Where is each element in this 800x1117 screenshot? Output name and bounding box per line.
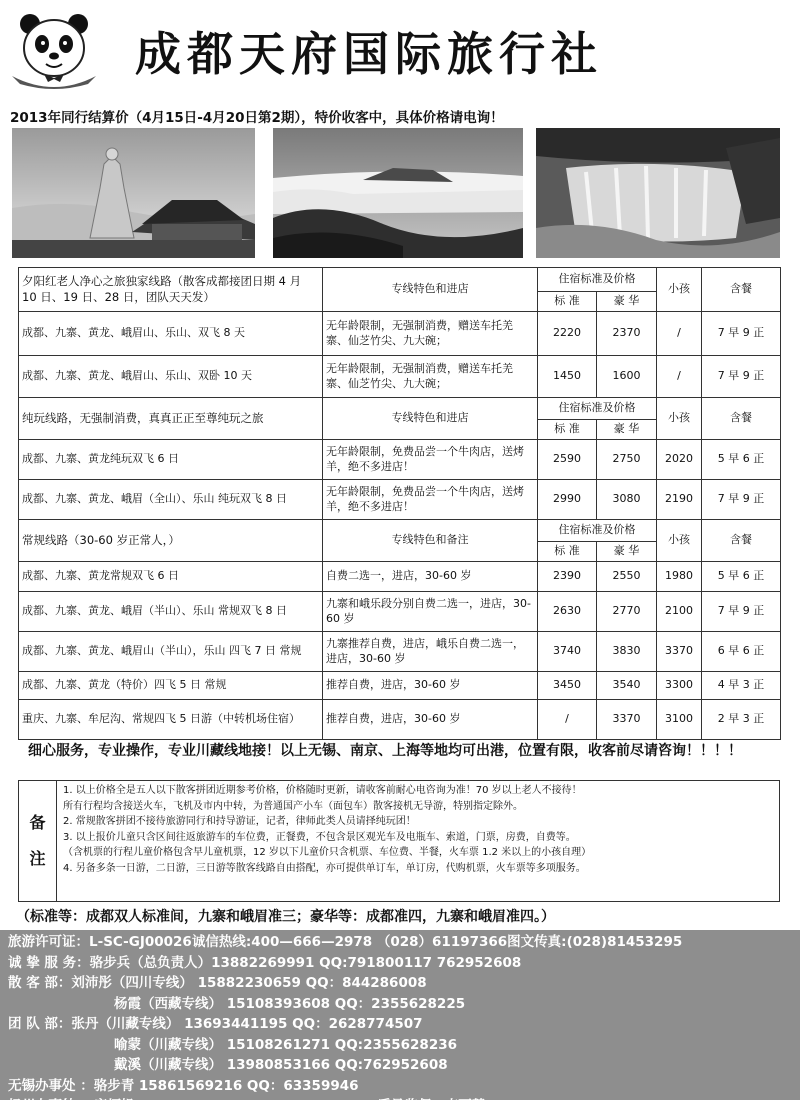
route-name: 成都、九寨、黄龙、峨眉（全山）、乐山 纯玩双飞 8 日	[19, 480, 323, 520]
hotel-grade-note: （标准等：成都双人标准间，九寨和峨眉准三；豪华等：成都准四，九寨和峨眉准四。）	[16, 909, 555, 925]
section-regular-title: 常规线路（30-60 岁正常人，）	[19, 520, 323, 562]
meals: 7 早 9 正	[702, 480, 781, 520]
notes-box	[18, 780, 780, 902]
route-name: 成都、九寨、黄龙（特价）四飞 5 日 常规	[19, 672, 323, 700]
price-deluxe: 3540	[597, 672, 657, 700]
header-child: 小孩	[657, 268, 702, 312]
price-period-subtitle: 2013年同行结算价（4月15日-4月20日第2期），特价收客中，具体价格请电询！	[10, 110, 504, 126]
table-row	[19, 632, 781, 672]
table-row	[19, 562, 781, 592]
table-row	[19, 312, 781, 356]
header-features: 专线特色和进店	[323, 268, 538, 312]
license-hotline-line: 旅游许可证：L-SC-GJ00026诚信热线:400—666—2978 （028）61197366图文传真:(028)81453295	[8, 934, 683, 950]
notes-label-char: 备	[29, 813, 46, 832]
price-child: /	[657, 312, 702, 356]
price-deluxe: 1600	[597, 356, 657, 398]
price-standard: 3450	[538, 672, 597, 700]
header-deluxe: 豪 华	[597, 542, 657, 562]
note-item: 4. 另备多条一日游，二日游，三日游等散客线路自由搭配，亦可提供单订车，单订房，代购机票，火车票等多项服务。	[63, 862, 586, 874]
route-feature: 九寨推荐自费，进店，峨乐自费二选一，进店，30-60 岁	[323, 632, 538, 672]
route-feature: 推荐自费，进店，30-60 岁	[323, 700, 538, 740]
header	[0, 0, 800, 100]
meals: 4 早 3 正	[702, 672, 781, 700]
price-deluxe: 3370	[597, 700, 657, 740]
note-item: 2. 常规散客拼团不接待旅游同行和持导游证，记者，律师此类人员请择纯玩团！	[63, 816, 416, 827]
header-standard-group: 住宿标准及价格	[538, 520, 657, 542]
photo-waterfall	[536, 128, 780, 258]
note-item: （含机票的行程儿童价格包含早儿童机票，12 岁以下儿童价只含机票、车位费、半餐，火车票 1.2 米以上的小孩自理）	[63, 847, 592, 858]
photo-sea-of-clouds	[273, 128, 523, 258]
price-deluxe: 2750	[597, 440, 657, 480]
meals: 7 早 9 正	[702, 356, 781, 398]
header-meals: 含餐	[702, 520, 781, 562]
wuxi-office-line: 无锡办事处 ：骆步青 15861569216 QQ：63359946	[8, 1077, 359, 1094]
meals: 6 早 6 正	[702, 632, 781, 672]
header-features: 专线特色和进店	[323, 398, 538, 440]
route-name: 成都、九寨、黄龙常规双飞 6 日	[19, 562, 323, 592]
header-deluxe: 豪 华	[597, 420, 657, 440]
route-name: 成都、九寨、黄龙、峨眉山、乐山、双飞 8 天	[19, 312, 323, 356]
meals: 5 早 6 正	[702, 562, 781, 592]
header-deluxe: 豪 华	[597, 292, 657, 312]
route-feature: 九寨和峨乐段分别自费二选一，进店，30-60 岁	[323, 592, 538, 632]
table-row	[19, 440, 781, 480]
notes-label	[19, 781, 57, 901]
note-item: 1. 以上价格全是五人以下散客拼团近期参考价格，价格随时更新，请收客前耐心电咨询为准！70 岁以上老人不接待！	[63, 785, 582, 796]
route-name: 成都、九寨、黄龙、峨眉山（半山），乐山 四飞 7 日 常规	[19, 632, 323, 672]
price-standard: 2990	[538, 480, 597, 520]
header-child: 小孩	[657, 520, 702, 562]
meals: 7 早 9 正	[702, 312, 781, 356]
section-pure-tour-title: 纯玩线路，无强制消费，真真正正至尊纯玩之旅	[19, 398, 323, 440]
contact-panel	[0, 930, 800, 1114]
price-child: /	[657, 356, 702, 398]
group-department-line: 喻蒙（川藏专线） 15108261271 QQ:2355628236	[114, 1036, 458, 1053]
group-department-line: 戴溪（川藏专线） 13980853166 QQ:762952608	[114, 1057, 448, 1073]
table-row	[19, 672, 781, 700]
header-standard: 标 准	[538, 420, 597, 440]
price-standard: 2630	[538, 592, 597, 632]
price-child: 3370	[657, 632, 702, 672]
route-feature: 无年龄限制，无强制消费，赠送车托羌寨、仙芝竹尖、九大碗；	[323, 356, 538, 398]
price-standard: 2220	[538, 312, 597, 356]
header-meals: 含餐	[702, 398, 781, 440]
price-deluxe: 2370	[597, 312, 657, 356]
price-standard: 3740	[538, 632, 597, 672]
meals: 2 早 3 正	[702, 700, 781, 740]
group-department-line: 团 队 部：张丹（川藏专线） 13693441195 QQ：2628774507	[8, 1016, 423, 1032]
route-feature: 自费二选一，进店，30-60 岁	[323, 562, 538, 592]
note-item: 所有行程均含接送火车，飞机及市内中转，为普通国产小车（面包车）散客接机无导游，特别指定除外。	[63, 800, 523, 812]
header-features-notes: 专线特色和备注	[323, 520, 538, 562]
panda-logo-icon	[8, 10, 100, 90]
price-deluxe: 3830	[597, 632, 657, 672]
price-child: 2100	[657, 592, 702, 632]
route-feature: 推荐自费，进店，30-60 岁	[323, 672, 538, 700]
price-child: 3100	[657, 700, 702, 740]
table-row	[19, 700, 781, 740]
retail-department-line: 杨霞（西藏专线） 15108393608 QQ：2355628225	[114, 995, 466, 1012]
price-standard: 2590	[538, 440, 597, 480]
yangzhou-office-line: 扬州办事处 ：唐炳帆18621641968 QQ：2238211769 质量监督：李丽慧18981717726	[8, 1098, 589, 1114]
price-child: 2190	[657, 480, 702, 520]
note-item: 3. 以上报价儿童只含区间往返旅游车的车位费，正餐费，不包含景区观光车及电瓶车、索道，门票，房费，自费等。	[63, 831, 576, 843]
route-name: 成都、九寨、黄龙纯玩双飞 6 日	[19, 440, 323, 480]
route-name: 重庆、九寨、牟尼沟、常规四飞 5 日游（中转机场住宿）	[19, 700, 323, 740]
table-row	[19, 480, 781, 520]
price-child: 3300	[657, 672, 702, 700]
header-standard: 标 准	[538, 292, 597, 312]
price-standard: 1450	[538, 356, 597, 398]
price-child: 2020	[657, 440, 702, 480]
notes-label-char: 注	[29, 849, 46, 868]
route-feature: 无年龄限制，免费品尝一个牛肉店，送烤羊，绝不多进店！	[323, 480, 538, 520]
meals: 7 早 9 正	[702, 592, 781, 632]
header-standard-group: 住宿标准及价格	[538, 398, 657, 420]
service-statement: 细心服务，专业操作，专业川藏线地接！以上无锡、南京、上海等地均可出港，位置有限，收客前尽请咨询！！！！	[28, 743, 742, 759]
route-feature: 无年龄限制，无强制消费，赠送车托羌寨、仙芝竹尖、九大碗；	[323, 312, 538, 356]
header-standard-group: 住宿标准及价格	[538, 268, 657, 292]
notes-body	[63, 783, 775, 876]
price-deluxe: 2550	[597, 562, 657, 592]
section-sunset-senior-title: 夕阳红老人净心之旅独家线路（散客成都接团日期 4 月 10 日、19 日、28 日，团队天天发）	[19, 268, 323, 312]
service-contact-line: 诚 挚 服 务：骆步兵（总负责人）13882269991 QQ:791800117 762952608	[8, 954, 522, 971]
price-child: 1980	[657, 562, 702, 592]
price-table	[18, 267, 781, 740]
table-row	[19, 592, 781, 632]
meals: 5 早 6 正	[702, 440, 781, 480]
header-child: 小孩	[657, 398, 702, 440]
table-row	[19, 356, 781, 398]
price-standard: 2390	[538, 562, 597, 592]
route-name: 成都、九寨、黄龙、峨眉（半山）、乐山 常规双飞 8 日	[19, 592, 323, 632]
price-deluxe: 3080	[597, 480, 657, 520]
header-meals: 含餐	[702, 268, 781, 312]
brand-name: 成都天府国际旅行社	[135, 27, 603, 81]
route-feature: 无年龄限制，免费品尝一个牛肉店，送烤羊，绝不多进店！	[323, 440, 538, 480]
route-name: 成都、九寨、黄龙、峨眉山、乐山、双卧 10 天	[19, 356, 323, 398]
retail-department-line: 散 客 部：刘沛彤（四川专线） 15882230659 QQ：844286008	[8, 975, 427, 991]
photo-golden-buddha-temple	[12, 128, 255, 258]
price-standard: /	[538, 700, 597, 740]
header-standard: 标 准	[538, 542, 597, 562]
price-deluxe: 2770	[597, 592, 657, 632]
